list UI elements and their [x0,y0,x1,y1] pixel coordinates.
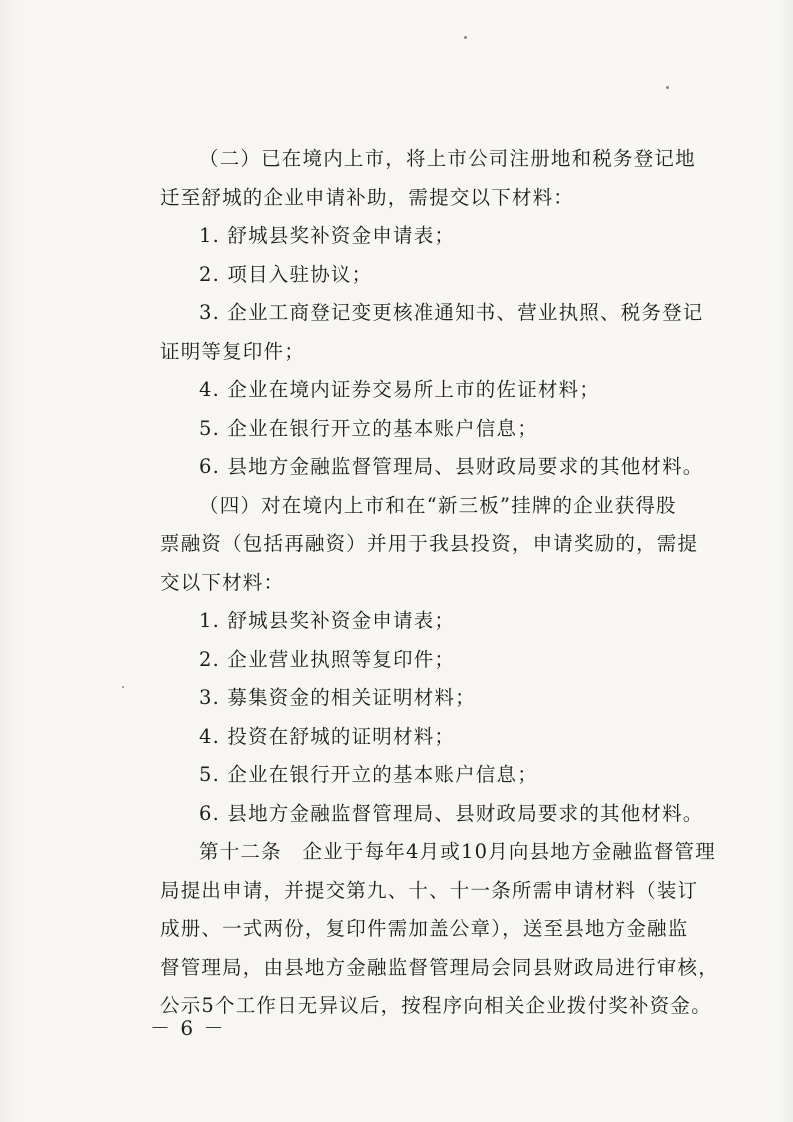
section-2-item: 1. 舒城县奖补资金申请表； [199,224,456,247]
page-number: － 6 － [150,1016,226,1040]
section-4-line-2: 票融资（包括再融资）并用于我县投资，申请奖励的，需提 [160,532,699,555]
section-2-item: 5. 企业在银行开立的基本账户信息； [199,416,538,440]
body-text [160,140,719,1026]
section-4-line-3: 交以下材料： [160,570,285,594]
article-12-line-1: 第十二条 企业于每年4月或10月向县地方金融监督管理 [199,840,716,863]
section-2-item: 6. 县地方金融监督管理局、县财政局要求的其他材料。 [199,455,704,478]
article-12-line-2: 局提出申请，并提交第九、十、十一条所需申请材料（装订 [160,878,699,902]
section-2-line-2: 迁至舒城的企业申请补助，需提交以下材料： [160,185,575,209]
section-4-item: 6. 县地方金融监督管理局、县财政局要求的其他材料。 [199,801,704,825]
scan-speck [464,36,467,39]
article-12-line-3: 成册、一式两份，复印件需加盖公章），送至县地方金融监 [160,917,689,940]
section-4-line-1: （四）对在境内上市和在“新三板”挂牌的企业获得股 [199,493,677,517]
section-2-item: 2. 项目入驻协议； [199,262,373,286]
scan-speck [122,686,124,688]
section-4-item: 3. 募集资金的相关证明材料； [199,686,476,709]
article-12-line-4: 督管理局，由县地方金融监督管理局会同县财政局进行审核， [160,955,719,979]
section-2-item-continuation: 证明等复印件； [160,339,305,363]
section-4-item: 4. 投资在舒城的证明材料； [199,724,456,748]
section-2-item: 3. 企业工商登记变更核准通知书、营业执照、税务登记 [199,301,704,324]
section-4-item: 5. 企业在银行开立的基本账户信息； [199,763,538,786]
article-12-line-5: 公示5个工作日无异议后，按程序向相关企业拨付奖补资金。 [160,994,712,1017]
section-2-item: 4. 企业在境内证券交易所上市的佐证材料； [199,378,601,401]
section-2-line-1: （二）已在境内上市，将上市公司注册地和税务登记地 [199,147,696,170]
section-4-item: 1. 舒城县奖补资金申请表； [199,609,456,632]
section-4-item: 2. 企业营业执照等复印件； [199,647,456,671]
scan-speck [666,86,669,89]
